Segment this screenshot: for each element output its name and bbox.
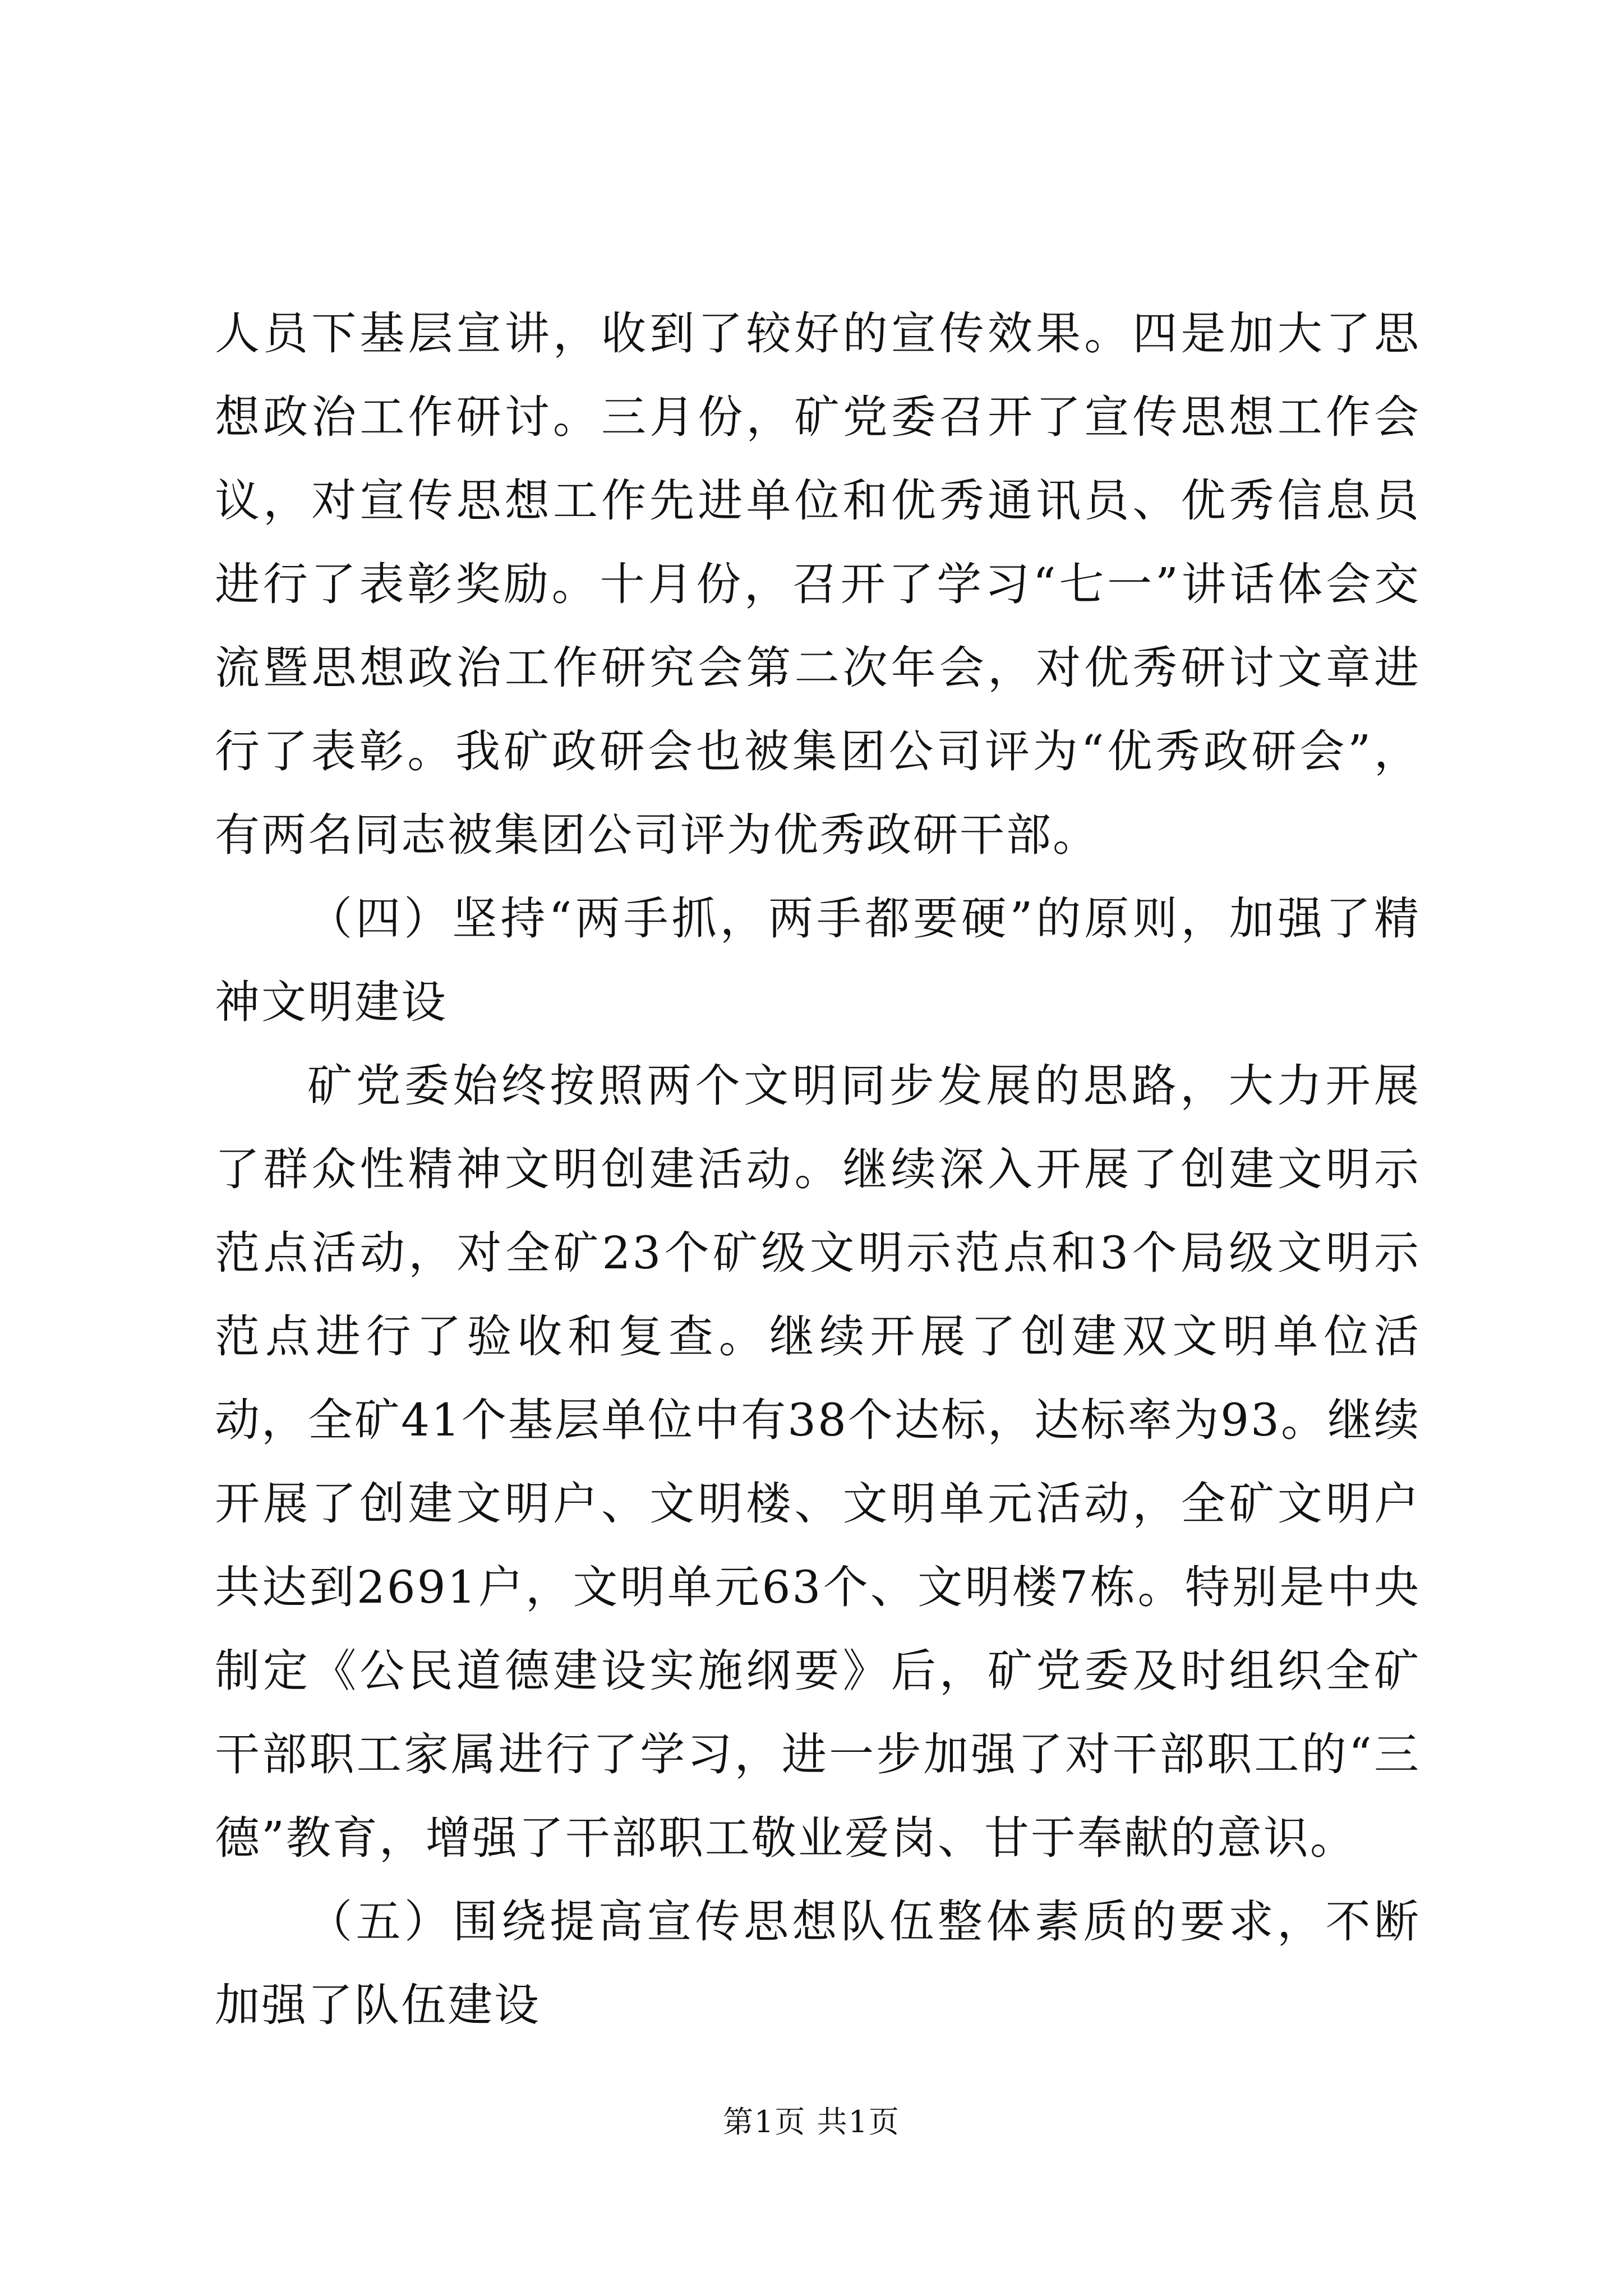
section-heading: （五）围绕提高宣传思想队伍整体素质的要求，不断加强了队伍建设 <box>215 1895 1421 2031</box>
body-paragraph: 人员下基层宣讲，收到了较好的宣传效果。四是加大了思想政治工作研讨。三月份，矿党委召开了宣传思想工作会议，对宣传思想工作先进单位和优秀通讯员、优秀信息员进行了表彰奖励。十月份，召开了学习“七一”讲话体会交流暨思想政治工作研究会第二次年会，对优秀研讨文章进行了表彰。我矿政研会也被集团公司评为“优秀政研会”，有两名同志被集团公司评为优秀政研干部。 <box>215 307 1421 861</box>
body-paragraph: 矿党委始终按照两个文明同步发展的思路，大力开展了群众性精神文明创建活动。继续深入开展了创建文明示范点活动，对全矿23个矿级文明示范点和3个局级文明示范点进行了验收和复查。继续开展了创建双文明单位活动，全矿41个基层单位中有38个达标，达标率为93。继续开展了创建文明户、文明楼、文明单元活动，全矿文明户共达到2691户，文明单元63个、文明楼7栋。特别是中央制定《公民道德建设实施纲要》后，矿党委及时组织全矿干部职工家属进行了学习，进一步加强了对干部职工的“三德”教育，增强了干部职工敬业爱岗、甘于奉献的意识。 <box>215 1060 1421 1864</box>
section-heading: （四）坚持“两手抓，两手都要硬”的原则，加强了精神文明建设 <box>215 892 1421 1028</box>
document-body <box>215 292 1421 2047</box>
page-footer: 第1页 共1页 <box>723 2104 900 2139</box>
